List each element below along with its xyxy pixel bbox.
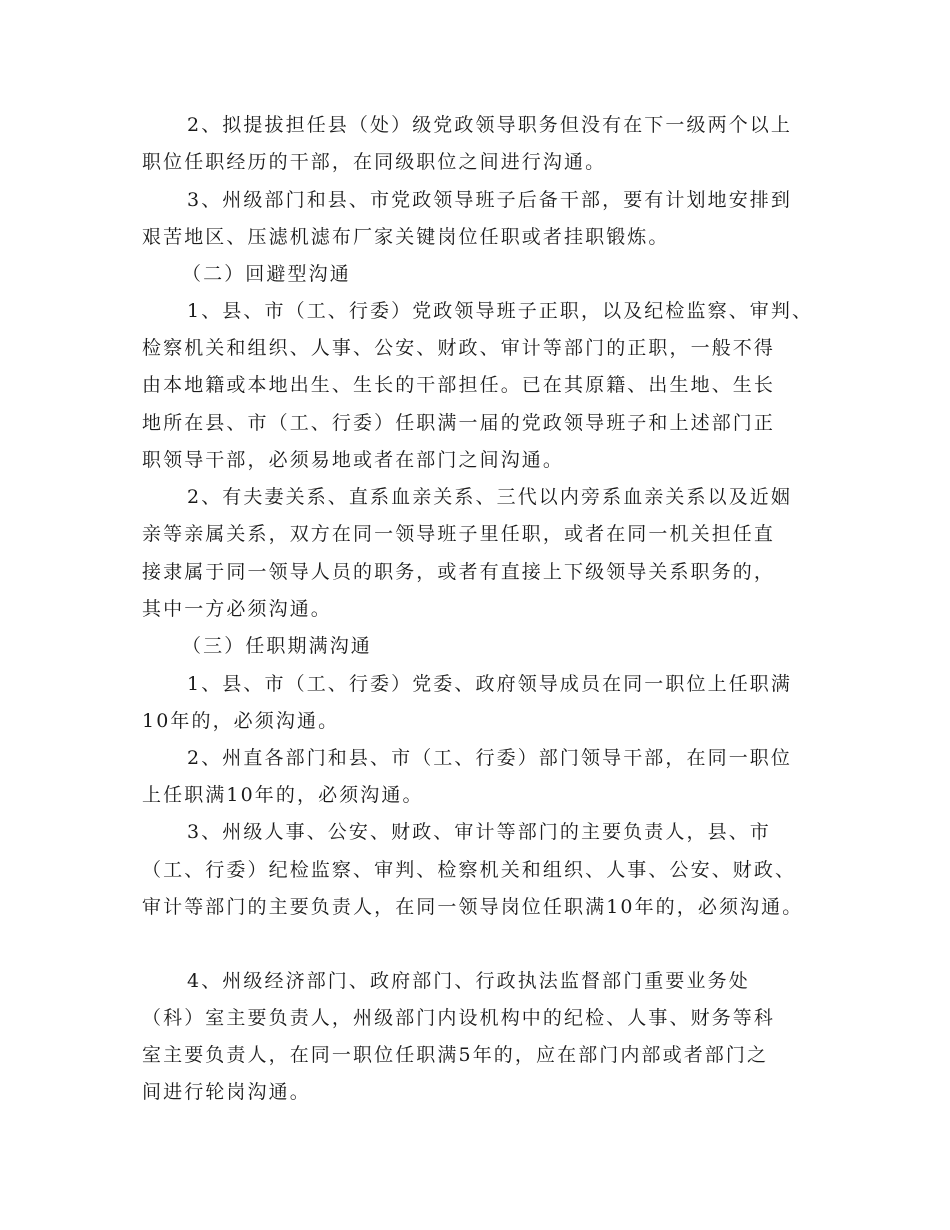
paragraph-line: 10年的，必须沟通。 — [142, 710, 340, 732]
paragraph-line: 2、有夫妻关系、直系血亲关系、三代以内旁系血亲关系以及近姻 — [187, 486, 792, 508]
paragraph-line: 职领导干部，必须易地或者在部门之间沟通。 — [142, 449, 565, 471]
paragraph-line: 亲等亲属关系，双方在同一领导班子里任职，或者在同一机关担任直 — [142, 523, 776, 545]
paragraph-line: 其中一方必须沟通。 — [142, 598, 332, 620]
paragraph-line: 4、州级经济部门、政府部门、行政执法监督部门重要业务处 — [187, 970, 750, 992]
paragraph-line: 上任职满10年的，必须沟通。 — [142, 784, 424, 806]
paragraph-line: 1、县、市（工、行委）党政领导班子正职，以及纪检监察、审判、 — [187, 300, 814, 322]
paragraph-line: （科）室主要负责人，州级部门内设机构中的纪检、人事、财务等科 — [142, 1007, 776, 1029]
paragraph-line: 间进行轮岗沟通。 — [142, 1081, 311, 1103]
paragraph-line: 艰苦地区、压滤机滤布厂家关键岗位任职或者挂职锻炼。 — [142, 226, 670, 248]
paragraph-line: （工、行委）纪检监察、审判、检察机关和组织、人事、公安、财政、 — [142, 859, 797, 881]
paragraph-line: 室主要负责人，在同一职位任职满5年的，应在部门内部或者部门之 — [142, 1044, 769, 1066]
paragraph-line: 地所在县、市（工、行委）任职满一届的党政领导班子和上述部门正 — [142, 412, 776, 434]
paragraph-line: 3、州级部门和县、市党政领导班子后备干部，要有计划地安排到 — [187, 189, 792, 211]
paragraph-line: 审计等部门的主要负责人，在同一领导岗位任职满10年的，必须沟通。 — [142, 896, 804, 918]
paragraph-line: 2、州直各部门和县、市（工、行委）部门领导干部，在同一职位 — [187, 747, 792, 769]
section-heading: （三）任职期满沟通 — [182, 635, 372, 657]
paragraph-line: 职位任职经历的干部，在同级职位之间进行沟通。 — [142, 151, 607, 173]
paragraph-line: 1、县、市（工、行委）党委、政府领导成员在同一职位上任职满 — [187, 673, 792, 695]
paragraph-line: 由本地籍或本地出生、生长的干部担任。已在其原籍、出生地、生长 — [142, 374, 776, 396]
paragraph-line: 2、拟提拔担任县（处）级党政领导职务但没有在下一级两个以上 — [187, 114, 792, 136]
section-heading: （二）回避型沟通 — [182, 263, 351, 285]
paragraph-line: 3、州级人事、公安、财政、审计等部门的主要负责人，县、市 — [187, 821, 771, 843]
paragraph-line: 接隶属于同一领导人员的职务，或者有直接上下级领导关系职务的， — [142, 561, 776, 583]
paragraph-line: 检察机关和组织、人事、公安、财政、审计等部门的正职，一般不得 — [142, 337, 776, 359]
